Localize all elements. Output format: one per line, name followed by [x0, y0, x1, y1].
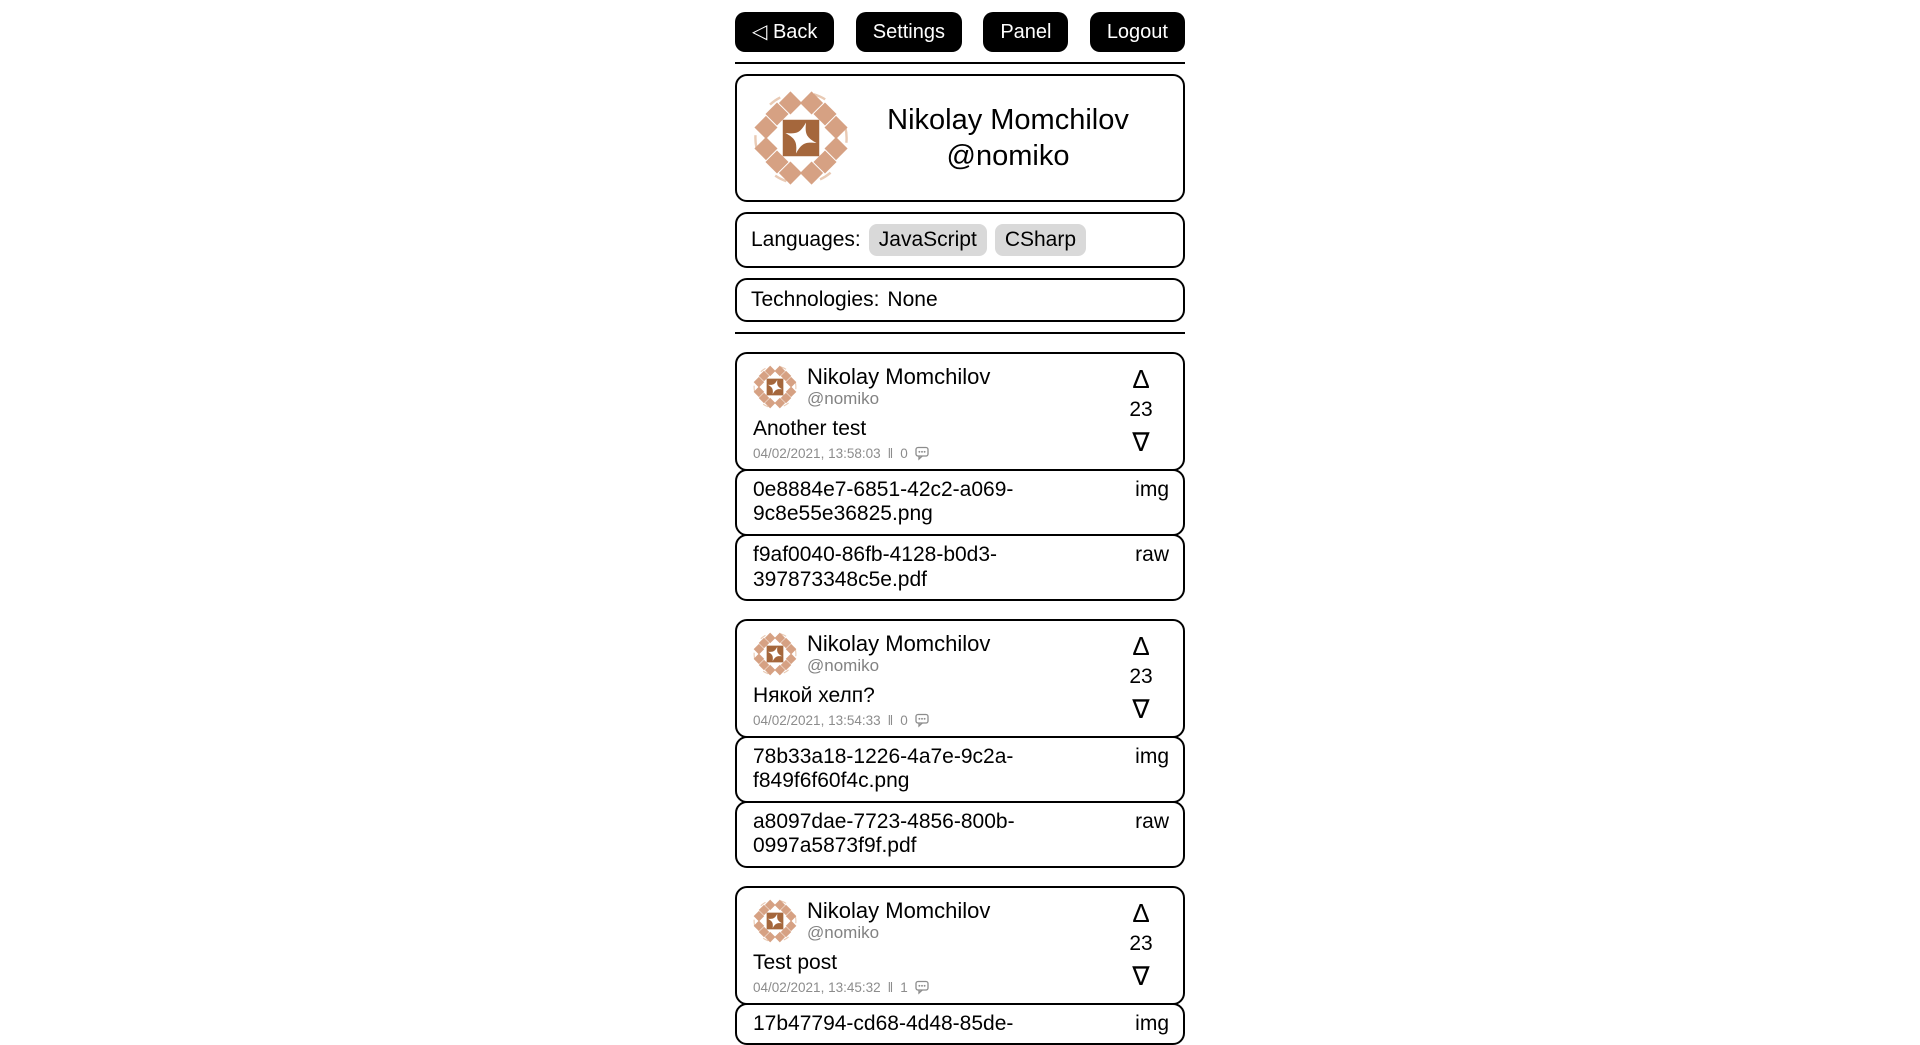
author-avatar-icon	[753, 365, 797, 409]
attachment-filename: 0e8884e7-6851-42c2-a069-9c8e55e36825.png	[753, 477, 1014, 526]
post-main	[753, 898, 1113, 995]
meta-separator: ‖	[887, 712, 894, 728]
meta-separator: ‖	[887, 979, 894, 995]
comment-bubble-icon	[915, 713, 929, 727]
attachment-type-label: img	[1135, 744, 1169, 768]
vote-score: 23	[1129, 398, 1153, 422]
top-divider	[735, 62, 1185, 64]
upvote-icon[interactable]: Δ	[1132, 898, 1150, 929]
post	[735, 352, 1185, 601]
attachment-row[interactable]	[735, 469, 1185, 536]
profile-name: Nikolay Momchilov	[887, 103, 1129, 136]
downvote-icon[interactable]: ∇	[1132, 426, 1150, 457]
technologies-value: None	[887, 288, 938, 312]
back-button[interactable]: ◁ Back	[735, 12, 834, 52]
attachment-row[interactable]	[735, 534, 1185, 601]
language-chip-list	[869, 224, 1086, 256]
post-card[interactable]	[735, 886, 1185, 1005]
attachment-filename: a8097dae-7723-4856-800b-0997a5873f9f.pdf	[753, 809, 1015, 858]
post-title: Another test	[753, 416, 867, 440]
post-vote-column	[1113, 364, 1169, 461]
author-name: Nikolay Momchilov	[807, 631, 991, 657]
attachment-filename: f9af0040-86fb-4128-b0d3-397873348c5e.pdf	[753, 542, 998, 591]
vote-score: 23	[1129, 932, 1153, 956]
post-feed	[735, 352, 1185, 1045]
author-text	[807, 898, 990, 944]
author-text	[807, 631, 990, 677]
post-title: Test post	[753, 950, 838, 974]
post-author-row	[753, 631, 1113, 677]
post-title: Някой хелп?	[753, 683, 875, 707]
post-timestamp: 04/02/2021, 13:45:32	[753, 979, 881, 995]
attachment-type-label: raw	[1135, 542, 1169, 566]
vote-score: 23	[1129, 665, 1153, 689]
downvote-icon[interactable]: ∇	[1132, 960, 1150, 991]
settings-button[interactable]: Settings	[856, 12, 962, 52]
upvote-icon[interactable]: Δ	[1132, 364, 1150, 395]
languages-label: Languages:	[751, 228, 861, 252]
feed-divider	[735, 332, 1185, 334]
post-card[interactable]	[735, 619, 1185, 738]
post-author-row	[753, 364, 1113, 410]
attachment-row[interactable]	[735, 801, 1185, 868]
post-timestamp: 04/02/2021, 13:54:33	[753, 712, 881, 728]
comment-count: 0	[900, 445, 908, 461]
author-handle: @nomiko	[807, 923, 880, 943]
comment-count: 1	[900, 979, 908, 995]
post-meta	[753, 446, 1113, 461]
author-name: Nikolay Momchilov	[807, 898, 991, 924]
meta-separator: ‖	[887, 445, 894, 461]
attachment-list	[735, 1003, 1185, 1045]
post-card[interactable]	[735, 352, 1185, 471]
attachment-row[interactable]	[735, 736, 1185, 803]
post-meta	[753, 980, 1113, 995]
downvote-icon[interactable]: ∇	[1132, 693, 1150, 724]
attachment-list	[735, 736, 1185, 868]
attachment-type-label: raw	[1135, 809, 1169, 833]
attachment-list	[735, 469, 1185, 601]
language-chip[interactable]: JavaScript	[869, 224, 987, 256]
attachment-type-label: img	[1135, 1011, 1169, 1035]
attachment-type-label: img	[1135, 477, 1169, 501]
profile-handle: @nomiko	[946, 140, 1070, 172]
post-author-row	[753, 898, 1113, 944]
technologies-label: Technologies:	[751, 288, 880, 312]
top-nav	[735, 12, 1185, 52]
post-main	[753, 631, 1113, 728]
author-avatar-icon	[753, 899, 797, 943]
comment-count: 0	[900, 712, 908, 728]
post-vote-column	[1113, 898, 1169, 995]
profile-avatar-icon	[753, 90, 849, 186]
main-column	[735, 0, 1185, 1045]
logout-button[interactable]: Logout	[1090, 12, 1185, 52]
upvote-icon[interactable]: Δ	[1132, 631, 1150, 662]
author-avatar-icon	[753, 632, 797, 676]
comment-bubble-icon	[915, 446, 929, 460]
author-name: Nikolay Momchilov	[807, 364, 991, 390]
comment-bubble-icon	[915, 980, 929, 994]
post-meta	[753, 713, 1113, 728]
post	[735, 886, 1185, 1045]
technologies-box	[735, 278, 1185, 322]
post-timestamp: 04/02/2021, 13:58:03	[753, 445, 881, 461]
attachment-row[interactable]	[735, 1003, 1185, 1045]
panel-button[interactable]: Panel	[983, 12, 1068, 52]
post-main	[753, 364, 1113, 461]
author-handle: @nomiko	[807, 389, 880, 409]
post-vote-column	[1113, 631, 1169, 728]
profile-names	[849, 102, 1167, 175]
attachment-filename: 17b47794-cd68-4d48-85de-	[753, 1011, 1014, 1035]
author-handle: @nomiko	[807, 656, 880, 676]
author-text	[807, 364, 990, 410]
languages-box	[735, 212, 1185, 268]
attachment-filename: 78b33a18-1226-4a7e-9c2a-f849f6f60f4c.png	[753, 744, 1014, 793]
profile-card	[735, 74, 1185, 202]
language-chip[interactable]: CSharp	[995, 224, 1086, 256]
post	[735, 619, 1185, 868]
